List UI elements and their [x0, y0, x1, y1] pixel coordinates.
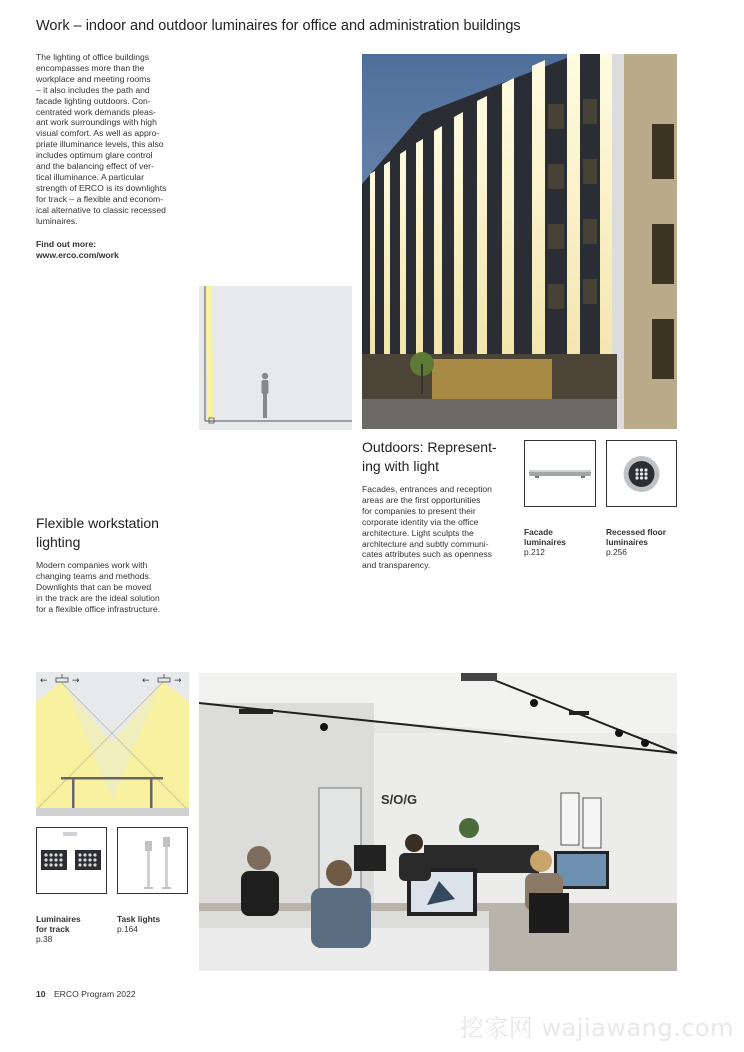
svg-text:→: → [72, 676, 80, 686]
recessed-floor-luminaire-image[interactable] [606, 440, 677, 507]
page-footer [36, 989, 136, 999]
outdoors-heading: Outdoors: Represent- ing with light [362, 439, 497, 474]
recessed-floor-luminaires-caption[interactable] [606, 517, 686, 567]
wall-lighting-diagram [199, 286, 352, 430]
intro-text: The lighting of office buildings encompasses more than the workplace and meeting rooms – it also includes the path and facade lighting outdoors. Con- centrated work demands pleas- ant work surroundings with high visual comfort. As well as appro- priate illuminance levels, this also includes optimum glare control and the balancing effect of ver- tical illuminance. A particular strength of ERCO is its downlights for track – a flexible and econom- ical alternative to classic recessed luminaires. [36, 52, 167, 226]
recessed-floor-luminaires-name: Recessed floor luminaires [606, 527, 667, 547]
find-out-more-label: Find out more: [36, 239, 97, 249]
watermark: 挖家网 wajiawang.com [459, 1014, 734, 1042]
office-photo [199, 673, 677, 971]
flexible-heading: Flexible workstation lighting [36, 515, 159, 550]
facade-luminaire-image[interactable] [524, 440, 596, 507]
office-sign: S/O/G [381, 792, 418, 807]
svg-text:→: → [174, 676, 182, 686]
outdoors-text: Facades, entrances and reception areas are the first opportunities for companies to present their corporate identity via the office architecture. Light sculpts the architecture and subtly communi- cates attributes such as openness and transparency. [362, 484, 492, 571]
page-title: Work – indoor and outdoor luminaires for office and administration buildings [36, 18, 521, 34]
facade-luminaires-page: p.212 [524, 547, 545, 557]
task-lights-caption[interactable] [117, 904, 197, 944]
page-number: 10 [36, 989, 46, 999]
track-luminaires-caption[interactable] [36, 904, 116, 954]
svg-text:←: ← [40, 676, 48, 686]
task-lights-image[interactable] [117, 827, 188, 894]
recessed-floor-luminaires-page: p.256 [606, 547, 627, 557]
find-out-more-link[interactable]: www.erco.com/work [36, 250, 119, 260]
svg-text:←: ← [142, 676, 150, 686]
track-luminaires-page: p.38 [36, 934, 53, 944]
track-luminaires-image[interactable] [36, 827, 107, 894]
track-luminaires-name: Luminaires for track [36, 914, 81, 934]
facade-luminaires-caption[interactable] [524, 517, 604, 567]
facade-photo [362, 54, 677, 429]
track-lighting-diagram [36, 672, 189, 816]
flexible-text: Modern companies work with changing teams and methods. Downlights that can be moved in the track are the ideal solution for a flexible office infrastructure. [36, 560, 161, 614]
task-lights-name: Task lights [117, 914, 161, 924]
facade-luminaires-name: Facade luminaires [524, 527, 566, 547]
publication-name: ERCO Program 2022 [53, 989, 136, 999]
task-lights-page: p.164 [117, 924, 138, 934]
